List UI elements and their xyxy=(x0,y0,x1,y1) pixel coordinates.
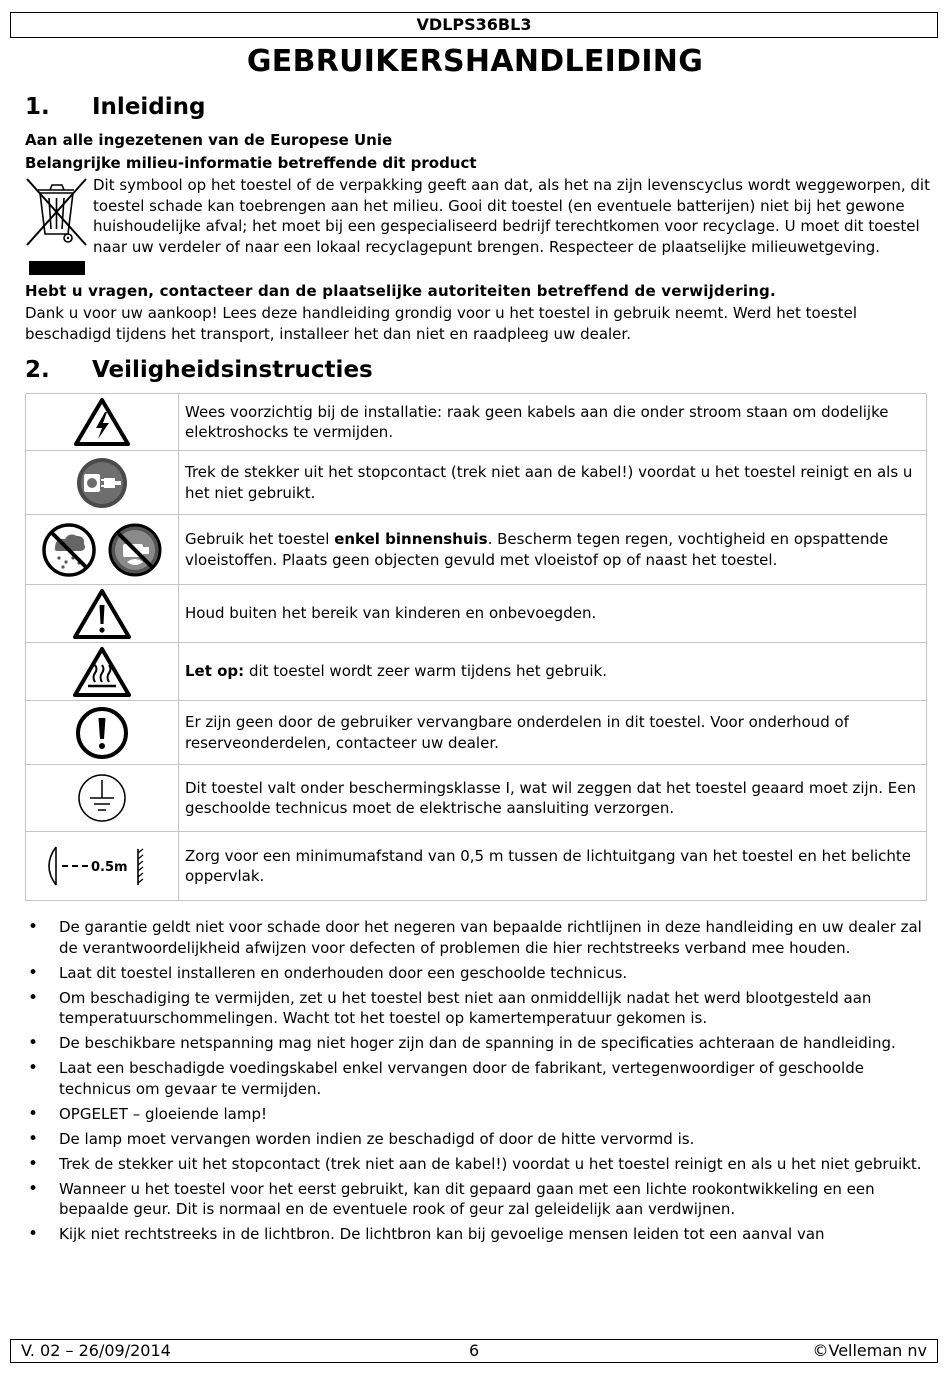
model-number: VDLPS36BL3 xyxy=(416,15,532,34)
safety-row xyxy=(26,515,927,585)
section-heading-inleiding xyxy=(25,94,205,120)
weee-bar xyxy=(29,261,85,275)
section-heading-safety xyxy=(25,357,373,383)
version-date: V. 02 – 26/09/2014 xyxy=(21,1341,171,1360)
section-number: 1. xyxy=(25,94,50,120)
safety-text: Wees voorzichtig bij de installatie: raak geen kabels aan die onder stroom staan om dodelijke elektroshocks te vermijden. xyxy=(179,394,927,451)
list-item: • Om beschadiging te vermijden, zet u het toestel best niet aan onmiddellijk nadat het werd blootgesteld aan temperatuurschommelingen. Wacht tot het toestel op kamertemperatuur gekomen is. xyxy=(25,988,930,1029)
section-number: 2. xyxy=(25,357,50,383)
subheading-environment-info: Belangrijke milieu-informatie betreffende dit product xyxy=(25,154,477,172)
copyright: ©Velleman nv xyxy=(812,1341,927,1360)
safety-row xyxy=(26,394,927,451)
list-item: • Laat dit toestel installeren en onderhouden door een geschoolde technicus. xyxy=(25,963,930,984)
section-title: Veiligheidsinstructies xyxy=(92,357,373,383)
exclamation-circle-icon xyxy=(74,705,130,761)
list-item: • De garantie geldt niet voor schade door het negeren van bepaalde richtlijnen in deze handleiding en uw dealer zal de verantwoordelijkheid afwijzen voor defecten of problemen die hier rechtstreeks verband mee houden. xyxy=(25,917,930,958)
safety-row xyxy=(26,832,927,901)
distance-label: 0.5m xyxy=(91,860,128,875)
weee-description: Dit symbool op het toestel of de verpakking geeft aan dat, als het na zijn levenscyclus wordt weggeworpen, dit toestel schade kan toebrengen aan het milieu. Gooi dit toestel (en eventuele batterijen) niet bij het gewone huishoudelijke afval; het moet bij een gespecialiseerd bedrijf terechtkomen voor recyclage. U moet dit toestel naar uw verdeler of naar een lokaal recyclagepunt brengen. Respecteer de plaatselijke milieuwetgeving. xyxy=(93,176,930,256)
list-item: • OPGELET – gloeiende lamp! xyxy=(25,1104,930,1125)
warning-icon xyxy=(72,588,132,640)
safety-row xyxy=(26,585,927,643)
safety-text: Dit toestel valt onder beschermingsklasse I, wat wil zeggen dat het toestel geaard moet zijn. Een geschoolde technicus moet de elektrische aansluiting verzorgen. xyxy=(179,765,927,832)
min-distance-icon xyxy=(42,841,162,891)
section-title: Inleiding xyxy=(92,94,206,120)
protective-earth-icon xyxy=(76,772,128,824)
safety-row xyxy=(26,643,927,701)
list-item: • De beschikbare netspanning mag niet hoger zijn dan de spanning in de specificaties achteraan de handleiding. xyxy=(25,1033,930,1054)
safety-row xyxy=(26,765,927,832)
hot-surface-icon xyxy=(72,646,132,698)
unplug-icon xyxy=(75,456,129,510)
page-footer xyxy=(10,1339,938,1363)
disposal-question: Hebt u vragen, contacteer dan de plaatselijke autoriteiten betreffend de verwijdering. xyxy=(25,282,776,300)
thanks-paragraph: Dank u voor uw aankoop! Lees deze handleiding grondig voor u het toestel in gebruik neemt. Werd het toestel beschadigd tijdens het transport, installeer het dan niet en raadpleeg uw dealer. xyxy=(25,304,858,343)
list-item: • Wanneer u het toestel voor het eerst gebruikt, kan dit gepaard gaan met een lichte rookontwikkeling en een bepaalde geur. Dit is normaal en de eventuele rook of geur zal geleidelijk aan verdwijnen. xyxy=(25,1179,930,1220)
safety-table xyxy=(25,393,927,901)
safety-bullet-list xyxy=(25,917,930,1249)
safety-text: Houd buiten het bereik van kinderen en onbevoegden. xyxy=(179,585,927,643)
no-rain-icon xyxy=(41,522,97,578)
list-item: • Laat een beschadigde voedingskabel enkel vervangen door de fabrikant, vertegenwoordiger of geschoolde technicus om gevaar te vermijden. xyxy=(25,1058,930,1099)
safety-text xyxy=(179,643,927,701)
text-post: . Bescherm tegen regen, vochtigheid en opspattende vloeistoffen. Plaats geen objecten gevuld met vloeistof op of naast het toestel. xyxy=(185,530,889,569)
text-post: dit toestel wordt zeer warm tijdens het gebruik. xyxy=(244,662,607,681)
safety-text: Trek de stekker uit het stopcontact (trek niet aan de kabel!) voordat u het toestel reinigt en als u het niet gebruikt. xyxy=(179,451,927,515)
list-item: • Kijk niet rechtstreeks in de lichtbron. De lichtbron kan bij gevoelige mensen leiden tot een aanval van xyxy=(25,1224,930,1245)
list-item: • Trek de stekker uit het stopcontact (trek niet aan de kabel!) voordat u het toestel reinigt en als u het niet gebruikt. xyxy=(25,1154,930,1175)
safety-row xyxy=(26,701,927,765)
safety-row xyxy=(26,451,927,515)
high-voltage-icon xyxy=(74,397,130,447)
crossed-bin-icon xyxy=(24,176,89,248)
safety-text: Er zijn geen door de gebruiker vervangbare onderdelen in dit toestel. Voor onderhoud of reserveonderdelen, contacteer uw dealer. xyxy=(179,701,927,765)
text-bold: enkel binnenshuis xyxy=(334,530,488,548)
list-item: • De lamp moet vervangen worden indien ze beschadigd of door de hitte vervormd is. xyxy=(25,1129,930,1150)
text-bold: Let op: xyxy=(185,662,245,681)
page-header xyxy=(10,12,938,38)
no-water-icon xyxy=(107,522,163,578)
text-pre: Gebruik het toestel xyxy=(185,530,335,548)
subheading-eu-residents: Aan alle ingezetenen van de Europese Unie xyxy=(25,131,393,149)
safety-text xyxy=(179,515,927,585)
page-number: 6 xyxy=(469,1341,480,1360)
document-title: GEBRUIKERSHANDLEIDING xyxy=(246,44,704,79)
safety-text: Zorg voor een minimumafstand van 0,5 m tussen de lichtuitgang van het toestel en het belichte oppervlak. xyxy=(179,832,927,901)
